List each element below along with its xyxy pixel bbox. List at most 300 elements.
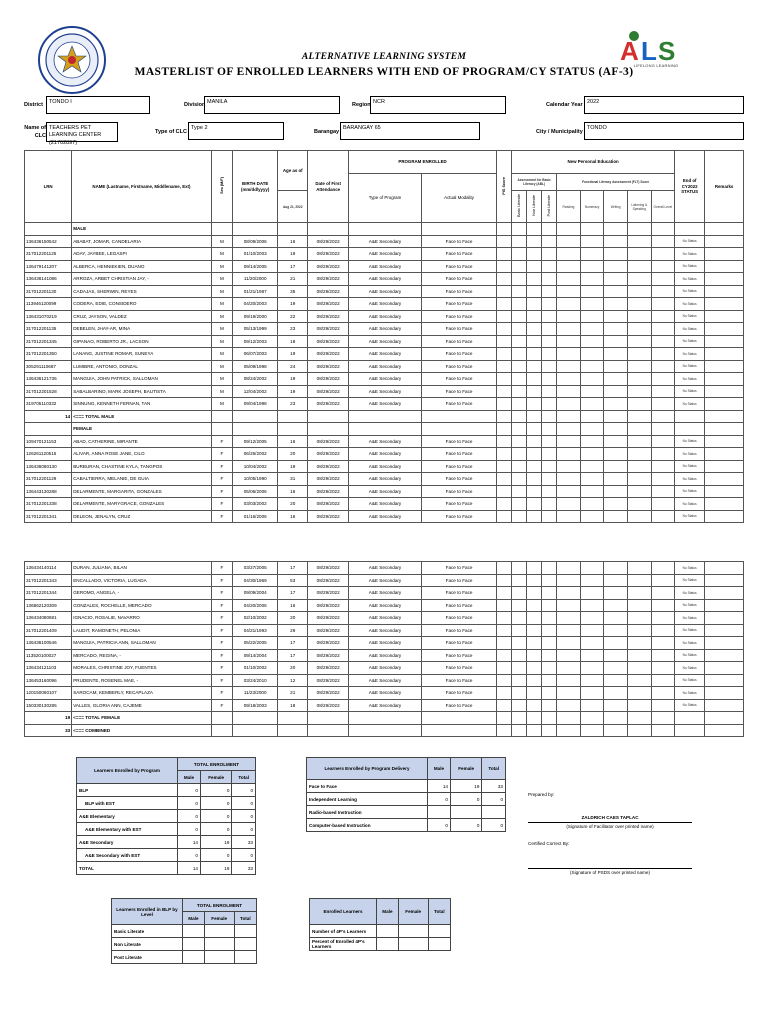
assessment-cell (527, 285, 542, 298)
combined-row-label: <=== COMBINED (72, 724, 212, 737)
summary-program-label: BLP with EST (77, 797, 178, 810)
remarks-cell (705, 562, 744, 575)
assessment-cell (557, 385, 581, 398)
program-type-cell: A&E Secondary (349, 273, 422, 286)
birth-date-cell: 12/04/2002 (233, 385, 278, 398)
summary-program-value: 33 (232, 836, 256, 849)
modality-cell: Face to Face (422, 448, 497, 461)
learner-name-cell: LAUDIT, RAMONETH, PELONIA (72, 624, 212, 637)
assessment-cell (527, 649, 542, 662)
lrn-cell: 317012201345 (25, 335, 72, 348)
psds-signature-line (528, 868, 692, 869)
assessment-cell (527, 687, 542, 700)
age-cell: 16 (278, 510, 308, 523)
assessment-cell (627, 662, 651, 675)
table-row (25, 448, 744, 461)
table-cell (278, 423, 308, 436)
summary-program-label: A&E Elementary (77, 810, 178, 823)
sex-cell: F (211, 637, 232, 650)
summary-by-program (76, 757, 256, 875)
assessment-cell (542, 373, 557, 386)
assessment-cell (557, 649, 581, 662)
age-cell: 53 (278, 574, 308, 587)
assessment-cell (512, 235, 527, 248)
end-status-cell: No Status (675, 624, 705, 637)
remarks-cell (705, 574, 744, 587)
assessment-cell (527, 510, 542, 523)
col-remarks: Remarks (705, 151, 744, 223)
summary-program-value: 0 (200, 823, 231, 836)
age-cell: 18 (278, 699, 308, 712)
assessment-cell (651, 260, 675, 273)
female-section-row-count (25, 423, 72, 436)
assessment-cell (580, 273, 604, 286)
assessment-cell (627, 498, 651, 511)
assessment-cell (512, 612, 527, 625)
age-cell: 24 (278, 360, 308, 373)
modality-cell: Face to Face (422, 398, 497, 411)
summary-delivery-col-female: Female (450, 758, 481, 780)
summary-level-col-female: Female (204, 912, 234, 925)
assessment-cell (557, 248, 581, 261)
assessment-cell (557, 460, 581, 473)
birth-date-cell: 11/23/2000 (233, 687, 278, 700)
assessment-cell (527, 574, 542, 587)
table-cell (497, 712, 512, 725)
assessment-cell (651, 285, 675, 298)
assessment-cell (557, 587, 581, 600)
birth-date-cell: 05/06/2006 (233, 485, 278, 498)
division-field[interactable]: MANILA (204, 96, 340, 114)
assessment-cell (497, 298, 512, 311)
first-attendance-cell: 08/29/2022 (308, 285, 349, 298)
table-cell (422, 423, 497, 436)
age-cell: 12 (278, 674, 308, 687)
first-attendance-cell: 08/29/2022 (308, 448, 349, 461)
remarks-cell (705, 587, 744, 600)
assessment-cell (497, 662, 512, 675)
table-row (25, 473, 744, 486)
assessment-cell (604, 498, 628, 511)
assessment-cell (604, 637, 628, 650)
lrn-cell: 136862120309 (25, 599, 72, 612)
birth-date-cell: 05/09/1998 (233, 360, 278, 373)
assessment-cell (497, 510, 512, 523)
assessment-cell (651, 562, 675, 575)
age-cell: 18 (278, 335, 308, 348)
assessment-cell (627, 360, 651, 373)
remarks-cell (705, 260, 744, 273)
summary-level-value (204, 925, 234, 938)
age-cell: 23 (278, 323, 308, 336)
first-attendance-cell: 08/29/2022 (308, 335, 349, 348)
assessment-cell (497, 235, 512, 248)
modality-cell: Face to Face (422, 662, 497, 675)
table-row (25, 624, 744, 637)
assessment-cell (651, 335, 675, 348)
modality-cell: Face to Face (422, 624, 497, 637)
summary-enrolled-col-male: Male (377, 899, 399, 925)
birth-date-cell: 09/18/2003 (233, 699, 278, 712)
district-field[interactable]: TONDO I (46, 96, 150, 114)
assessment-cell (604, 448, 628, 461)
end-status-cell: No Status (675, 398, 705, 411)
total-male-row-label: <=== TOTAL MALE (72, 410, 212, 423)
first-attendance-cell: 08/29/2022 (308, 649, 349, 662)
calendar-year-field[interactable]: 2022 (584, 96, 744, 114)
first-attendance-cell: 08/29/2022 (308, 235, 349, 248)
first-attendance-cell: 08/29/2022 (308, 298, 349, 311)
assessment-cell (512, 510, 527, 523)
assessment-cell (527, 360, 542, 373)
age-cell: 35 (278, 285, 308, 298)
summary-program-row (77, 784, 256, 797)
modality-cell: Face to Face (422, 323, 497, 336)
program-type-cell: A&E Secondary (349, 662, 422, 675)
table-cell (675, 410, 705, 423)
assessment-cell (557, 310, 581, 323)
assessment-cell (512, 285, 527, 298)
modality-cell: Face to Face (422, 687, 497, 700)
table-row (25, 323, 744, 336)
assessment-cell (580, 373, 604, 386)
table-cell (211, 724, 232, 737)
first-attendance-cell: 08/29/2022 (308, 637, 349, 650)
assessment-cell (580, 285, 604, 298)
assessment-cell (527, 662, 542, 675)
summary-delivery-value: 33 (482, 780, 506, 793)
assessment-cell (651, 624, 675, 637)
summary-program-row (77, 836, 256, 849)
assessment-cell (580, 435, 604, 448)
birth-date-cell: 03/03/2002 (233, 498, 278, 511)
assessment-cell (557, 260, 581, 273)
program-type-cell: A&E Secondary (349, 360, 422, 373)
assessment-cell (497, 435, 512, 448)
program-type-cell: A&E Secondary (349, 435, 422, 448)
age-cell: 29 (278, 624, 308, 637)
assessment-cell (542, 260, 557, 273)
sex-cell: F (211, 674, 232, 687)
assessment-cell (497, 360, 512, 373)
table-cell (349, 410, 422, 423)
first-attendance-cell: 08/29/2022 (308, 473, 349, 486)
modality-cell: Face to Face (422, 285, 497, 298)
city-label: City / Municipality (536, 129, 583, 135)
assessment-cell (527, 235, 542, 248)
lrn-cell: 317012201130 (25, 285, 72, 298)
modality-cell: Face to Face (422, 248, 497, 261)
assessment-cell (604, 285, 628, 298)
assessment-cell (604, 435, 628, 448)
modality-cell: Face to Face (422, 373, 497, 386)
table-cell (308, 724, 349, 737)
table-cell (512, 410, 527, 423)
table-row (25, 348, 744, 361)
assessment-cell (651, 360, 675, 373)
first-attendance-cell: 08/29/2022 (308, 260, 349, 273)
modality-cell: Face to Face (422, 348, 497, 361)
table-row (25, 385, 744, 398)
table-row (25, 360, 744, 373)
assessment-cell (651, 248, 675, 261)
age-cell: 16 (278, 235, 308, 248)
end-status-cell: No Status (675, 360, 705, 373)
summary-delivery-value (428, 806, 451, 819)
assessment-cell (580, 637, 604, 650)
table-cell (604, 712, 628, 725)
table-row (25, 612, 744, 625)
table-cell (651, 423, 675, 436)
assessment-cell (557, 360, 581, 373)
modality-cell: Face to Face (422, 562, 497, 575)
assessment-cell (557, 485, 581, 498)
assessment-cell (651, 373, 675, 386)
table-cell (527, 712, 542, 725)
sex-cell: M (211, 385, 232, 398)
summary-level-value (183, 951, 205, 964)
assessment-cell (497, 485, 512, 498)
summary-level-label: Post Literate (112, 951, 183, 964)
total-female-row-count: 19 (25, 712, 72, 725)
lrn-cell: 317012201343 (25, 574, 72, 587)
table-row (25, 649, 744, 662)
summary-delivery-row (307, 780, 506, 793)
learner-name-cell: DELARMENTE, MARGARITA, GONZALES (72, 485, 212, 498)
male-section-label: MALE (72, 223, 212, 236)
assessment-cell (651, 435, 675, 448)
summary-program-value: 19 (200, 862, 231, 875)
barangay-field[interactable]: BARANGAY 65 (340, 122, 480, 140)
first-attendance-cell: 08/29/2022 (308, 485, 349, 498)
assessment-cell (512, 310, 527, 323)
assessment-cell (604, 385, 628, 398)
remarks-cell (705, 485, 744, 498)
assessment-cell (651, 612, 675, 625)
assessment-cell (527, 562, 542, 575)
table-cell (308, 712, 349, 725)
assessment-cell (542, 435, 557, 448)
table-cell (211, 712, 232, 725)
assessment-cell (497, 699, 512, 712)
combined-row-count: 33 (25, 724, 72, 737)
table-row (25, 398, 744, 411)
table-row (25, 460, 744, 473)
remarks-cell (705, 360, 744, 373)
program-type-cell: A&E Secondary (349, 398, 422, 411)
table-cell (278, 724, 308, 737)
end-status-cell: No Status (675, 637, 705, 650)
sex-cell: F (211, 448, 232, 461)
assessment-cell (651, 574, 675, 587)
assessment-cell (512, 637, 527, 650)
program-type-cell: A&E Secondary (349, 460, 422, 473)
assessment-cell (651, 310, 675, 323)
table-cell (580, 712, 604, 725)
assessment-cell (580, 260, 604, 273)
remarks-cell (705, 448, 744, 461)
learner-name-cell: SAROCAM, KEMBERLY, RECAPLAZA (72, 687, 212, 700)
learner-name-cell: GONZALES, ROCHELLE, MERCADO (72, 599, 212, 612)
table-cell (580, 724, 604, 737)
sex-cell: F (211, 562, 232, 575)
assessment-cell (580, 699, 604, 712)
clc-field[interactable]: TEACHERS PET LEARNING CENTER (21702897) (46, 122, 118, 142)
program-type-cell: A&E Secondary (349, 323, 422, 336)
table-cell (651, 712, 675, 725)
sex-cell: M (211, 298, 232, 311)
table-cell (542, 712, 557, 725)
assessment-cell (497, 637, 512, 650)
table-row (25, 498, 744, 511)
modality-cell: Face to Face (422, 335, 497, 348)
remarks-cell (705, 235, 744, 248)
summary-program-value: 0 (200, 810, 231, 823)
svg-text:L: L (641, 36, 657, 64)
age-cell: 19 (278, 248, 308, 261)
table-cell (278, 410, 308, 423)
table-row (25, 485, 744, 498)
col-lrn: LRN (25, 151, 72, 223)
assessment-cell (557, 562, 581, 575)
col-modality: Actual Modality (422, 174, 497, 223)
assessment-cell (604, 624, 628, 637)
assessment-cell (542, 687, 557, 700)
assessment-cell (627, 448, 651, 461)
col-flt-writing: Writing (604, 191, 628, 223)
table-row (25, 687, 744, 700)
assessment-cell (627, 699, 651, 712)
assessment-cell (627, 485, 651, 498)
assessment-cell (604, 674, 628, 687)
assessment-cell (627, 637, 651, 650)
assessment-cell (497, 335, 512, 348)
assessment-cell (542, 699, 557, 712)
assessment-cell (627, 674, 651, 687)
program-type-cell: A&E Secondary (349, 385, 422, 398)
region-field[interactable]: NCR (370, 96, 506, 114)
age-cell: 17 (278, 587, 308, 600)
assessment-cell (627, 260, 651, 273)
remarks-cell (705, 662, 744, 675)
table-row (25, 260, 744, 273)
learner-name-cell: VALLES, GLORIA ANN, CAJEME (72, 699, 212, 712)
modality-cell: Face to Face (422, 599, 497, 612)
modality-cell: Face to Face (422, 485, 497, 498)
end-status-cell: No Status (675, 273, 705, 286)
program-type-cell: A&E Secondary (349, 448, 422, 461)
program-type-cell: A&E Secondary (349, 599, 422, 612)
assessment-cell (557, 323, 581, 336)
remarks-cell (705, 612, 744, 625)
end-status-cell: No Status (675, 485, 705, 498)
assessment-cell (557, 498, 581, 511)
assessment-cell (604, 574, 628, 587)
prepared-by-label: Prepared by: (528, 792, 555, 797)
assessment-cell (651, 385, 675, 398)
assessment-cell (580, 485, 604, 498)
col-flt-numeracy: Numeracy (580, 191, 604, 223)
modality-cell: Face to Face (422, 612, 497, 625)
modality-cell: Face to Face (422, 498, 497, 511)
col-first-attendance: Date of First Attendance (308, 151, 349, 223)
assessment-cell (580, 674, 604, 687)
assessment-cell (604, 360, 628, 373)
lrn-cell: 126261120515 (25, 448, 72, 461)
first-attendance-cell: 08/29/2022 (308, 385, 349, 398)
city-field[interactable]: TONDO (584, 122, 744, 140)
assessment-cell (651, 235, 675, 248)
assessment-cell (580, 624, 604, 637)
modality-cell: Face to Face (422, 310, 497, 323)
assessment-cell (627, 473, 651, 486)
assessment-cell (527, 398, 542, 411)
birth-date-cell: 03/27/2005 (233, 562, 278, 575)
assessment-cell (497, 460, 512, 473)
assessment-cell (542, 637, 557, 650)
assessment-cell (627, 687, 651, 700)
table-cell (604, 423, 628, 436)
assessment-cell (542, 473, 557, 486)
first-attendance-cell: 08/29/2022 (308, 587, 349, 600)
end-status-cell: No Status (675, 599, 705, 612)
remarks-cell (705, 649, 744, 662)
assessment-cell (512, 674, 527, 687)
first-attendance-cell: 08/29/2022 (308, 662, 349, 675)
assessment-cell (627, 310, 651, 323)
summary-enrolled-row (310, 925, 451, 938)
learner-name-cell: LUMIBRE, ANTONIO, DONZAL (72, 360, 212, 373)
assessment-cell (512, 649, 527, 662)
remarks-cell (705, 310, 744, 323)
table-cell (349, 423, 422, 436)
assessment-cell (497, 448, 512, 461)
first-attendance-cell: 08/29/2022 (308, 498, 349, 511)
col-age: Age as of (278, 151, 308, 191)
lrn-cell: 136436121736 (25, 373, 72, 386)
assessment-cell (512, 699, 527, 712)
program-type-cell: A&E Secondary (349, 235, 422, 248)
assessment-cell (527, 498, 542, 511)
assessment-cell (527, 273, 542, 286)
lrn-cell: 317012201125 (25, 248, 72, 261)
end-status-cell: No Status (675, 385, 705, 398)
learner-name-cell: ALBERCA, HENNIEKIEN, DUANO (72, 260, 212, 273)
assessment-cell (557, 398, 581, 411)
clc-type-label: Type of CLC (155, 129, 187, 135)
summary-delivery-row (307, 806, 506, 819)
assessment-cell (512, 562, 527, 575)
table-cell (527, 724, 542, 737)
summary-enrolled-value (377, 938, 399, 951)
remarks-cell (705, 460, 744, 473)
end-status-cell: No Status (675, 235, 705, 248)
combined-row (25, 724, 744, 737)
clc-type-field[interactable]: Type 2 (188, 122, 284, 140)
assessment-cell (512, 485, 527, 498)
remarks-cell (705, 335, 744, 348)
lrn-cell: 136434121103 (25, 662, 72, 675)
assessment-cell (557, 674, 581, 687)
birth-date-cell: 04/20/2006 (233, 599, 278, 612)
first-attendance-cell: 08/29/2022 (308, 562, 349, 575)
assessment-cell (580, 298, 604, 311)
assessment-cell (557, 687, 581, 700)
assessment-cell (542, 310, 557, 323)
summary-enrolled-4ps (309, 898, 451, 951)
summary-program-row (77, 862, 256, 875)
assessment-cell (527, 612, 542, 625)
